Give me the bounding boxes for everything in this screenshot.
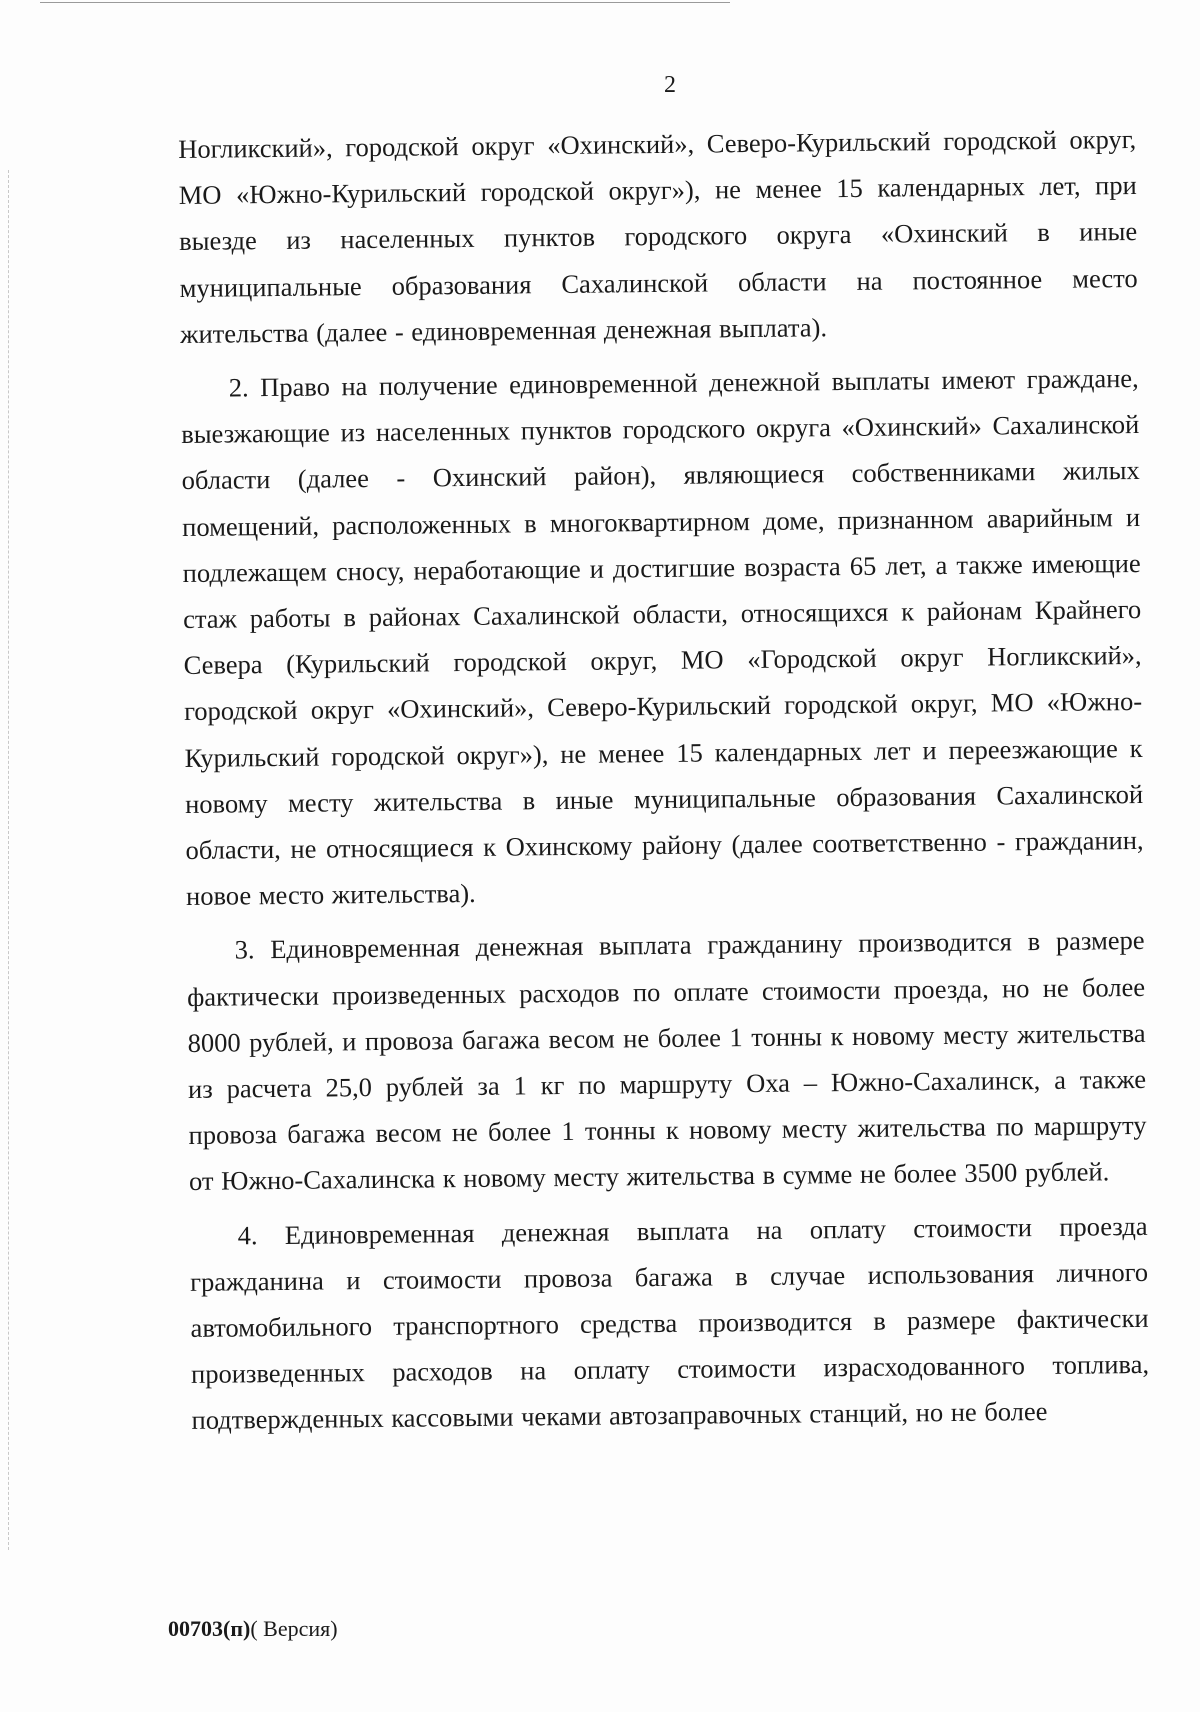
page-number: 2 bbox=[664, 72, 676, 98]
top-rule bbox=[40, 2, 730, 3]
paragraph-item-3: 3. Единовременная денежная выплата гражданину производится в размере фактически произведенных расходов по оплате стоимости проезда, но не более 8000 рублей, и провоза багажа весом не более 1 тонны к новому месту жительства из расчета 25,0 рублей за 1 кг по маршруту Оха – Южно-Сахалинск, а также провоза багажа весом не более 1 тонны к новому месту жительства по маршруту от Южно-Сахалинска к новому месту жительства в сумме не более 3500 рублей. bbox=[186, 925, 1147, 1197]
document-body bbox=[178, 116, 1150, 1444]
document-code: 00703(п) bbox=[168, 1616, 251, 1641]
scan-edge-line bbox=[8, 170, 9, 1550]
document-version: ( Версия) bbox=[250, 1616, 338, 1641]
document-code-footer bbox=[168, 1618, 338, 1640]
paragraph-item-4: 4. Единовременная денежная выплата на оплату стоимости проезда гражданина и стоимости провоза багажа в случае использования личного автомобильного транспортного средства производится в размере фактически произведенных расходов на оплату стоимости израсходованного топлива, подтвержденных кассовыми чеками автозаправочных станций, но не более bbox=[189, 1210, 1150, 1436]
paragraph-continuation: Ногликский», городской округ «Охинский», Северо-Курильский городской округ, МО «Южно-Курильский городской округ»), не менее 15 календарных лет, при выезде из населенных пунктов городского округа «Охинский в иные муниципальные образования Сахалинской области на постоянное место жительства (далее - единовременная денежная выплата). bbox=[178, 123, 1138, 349]
paragraph-item-2: 2. Право на получение единовременной денежной выплаты имеют граждане, выезжающие из населенных пунктов городского округа «Охинский» Сахалинской области (далее - Охинский район), являющиеся собственниками жилых помещений, расположенных в многоквартирном доме, признанном аварийным и подлежащем сносу, неработающие и достигшие возраста 65 лет, а также имеющие стаж работы в районах Сахалинской области, относящихся к районам Крайнего Севера (Курильский городской округ, МО «Городской округ Ногликский», городской округ «Охинский», Северо-Курильский городской округ, МО «Южно-Курильский городской округ»), не менее 15 календарных лет и переезжающие к новому месту жительства в иные муниципальные образования Сахалинской области, не относящиеся к Охинскому району (далее соответственно - гражданин, новое место жительства). bbox=[181, 362, 1144, 912]
